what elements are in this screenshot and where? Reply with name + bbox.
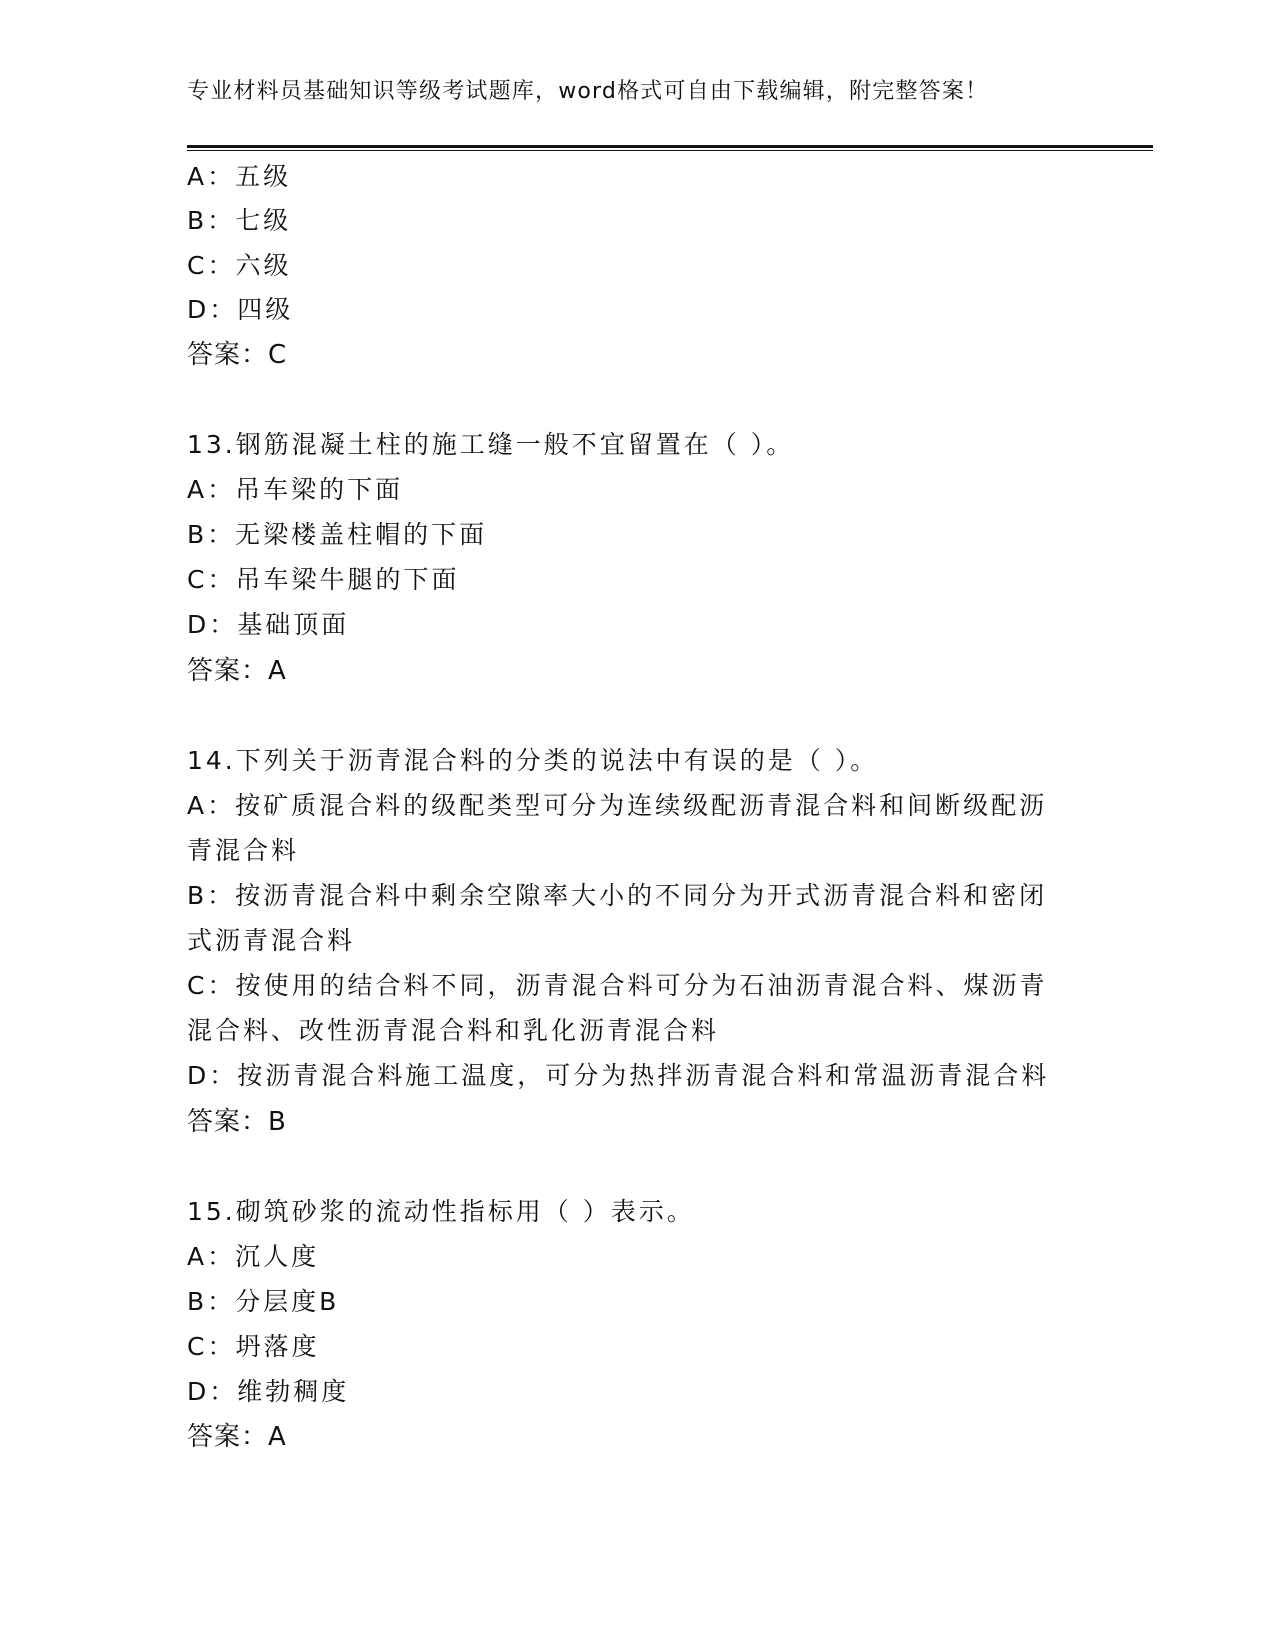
option-a-line-2: 青混合料 [187, 836, 300, 865]
header-rule-thin [187, 150, 1153, 151]
option-c: C：六级 [187, 251, 292, 280]
header-rule-thick [187, 145, 1153, 148]
option-a: A：五级 [187, 162, 292, 191]
option-c-line-2: 混合料、改性沥青混合料和乳化沥青混合料 [187, 1016, 720, 1045]
option-d: D：基础顶面 [187, 610, 350, 639]
question-14: 14.下列关于沥青混合料的分类的说法中有误的是（ ）。 [187, 746, 879, 775]
option-a-line-1: A：按矿质混合料的级配类型可分为连续级配沥青混合料和间断级配沥 [187, 791, 1048, 820]
question-13: 13.钢筋混凝土柱的施工缝一般不宜留置在（ ）。 [187, 430, 795, 459]
answer: 答案：A [187, 1422, 287, 1452]
option-d: D：按沥青混合料施工温度，可分为热拌沥青混合料和常温沥青混合料 [187, 1061, 1050, 1090]
document-header: 专业材料员基础知识等级考试题库，word格式可自由下载编辑，附完整答案！ [187, 79, 989, 104]
option-d: D：维勃稠度 [187, 1377, 350, 1406]
option-c-line-1: C：按使用的结合料不同，沥青混合料可分为石油沥青混合料、煤沥青 [187, 971, 1048, 1000]
answer: 答案：B [187, 1107, 287, 1137]
option-a: A：吊车梁的下面 [187, 475, 404, 504]
answer: 答案：A [187, 656, 287, 686]
option-b: B：分层度B [187, 1287, 340, 1316]
option-a: A：沉人度 [187, 1242, 320, 1271]
option-b: B：无梁楼盖柱帽的下面 [187, 520, 488, 549]
option-b-line-1: B：按沥青混合料中剩余空隙率大小的不同分为开式沥青混合料和密闭 [187, 881, 1048, 910]
option-b-line-2: 式沥青混合料 [187, 926, 356, 955]
answer: 答案：C [187, 340, 288, 370]
option-d: D：四级 [187, 295, 294, 324]
question-15: 15.砌筑砂浆的流动性指标用（ ）表示。 [187, 1197, 695, 1226]
option-b: B：七级 [187, 206, 292, 235]
option-c: C：坍落度 [187, 1332, 320, 1361]
option-c: C：吊车梁牛腿的下面 [187, 565, 460, 594]
